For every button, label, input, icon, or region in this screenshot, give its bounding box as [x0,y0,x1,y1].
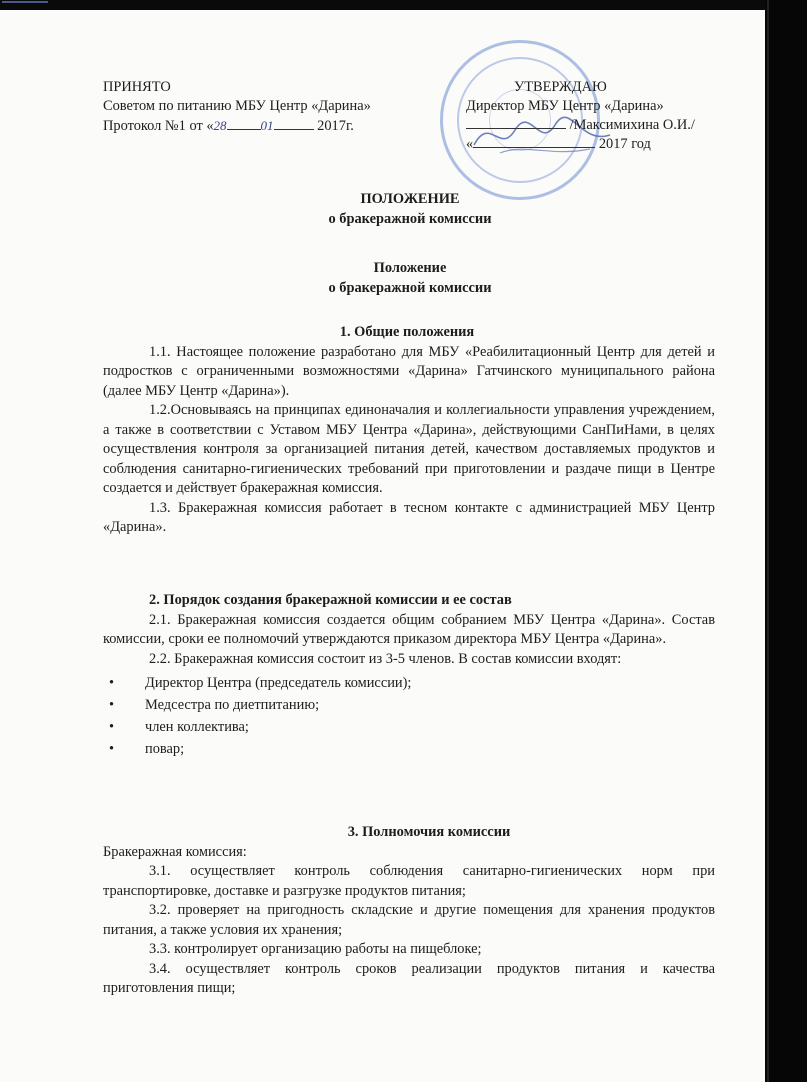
approval-block-right [466,78,695,154]
section-3-heading: 3. Полномочия комиссии [347,824,511,840]
paragraph-1-3: 1.3. Бракеражная комиссия работает в тесном контакте с администрацией МБУ Центр «Дарина». [103,499,715,535]
paragraph-3-4: 3.4. осуществляет контроль сроков реализации продуктов питания и качества приготовления пищи; [103,960,715,996]
director-title: Директор МБУ Центр «Дарина» [466,98,664,114]
approval-date-line: « 2017 год [466,136,651,152]
approve-label: УТВЕРЖДАЮ [514,79,607,95]
top-border [0,0,807,10]
protocol-day: 28 [213,118,227,133]
section-2 [103,591,715,760]
list-item: • повар; [109,741,185,757]
section-3-intro: Бракеражная комиссия: [103,843,247,860]
top-edge-mark [2,1,48,3]
paragraph-1-1: 1.1. Настоящее положение разработано для МБУ «Реабилитационный Центр для детей и подростков с ограниченными возможностями «Дарина» Гатчинского муниципального района (далее МБУ Центр «Дарина»). [103,343,715,399]
paragraph-3-1: 3.1. осуществляет контроль соблюдения санитарно-гигиенических норм при транспортировке, доставке и разгрузке продуктов питания; [103,863,715,899]
section-3 [103,823,715,999]
list-item: • Медсестра по диетпитанию; [109,697,320,713]
section-2-heading: 2. Порядок создания бракеражной комиссии и ее состав [149,592,512,608]
signature-blank-line [466,116,566,129]
document-page [0,10,765,1082]
section-1-heading: 1. Общие положения [339,324,475,340]
accepted-label: ПРИНЯТО [103,79,171,95]
paragraph-2-2: 2.2. Бракеражная комиссия состоит из 3-5 членов. В состав комиссии входят: [149,650,622,667]
protocol-month: 01 [260,118,274,133]
director-name-line: /Максимихина О.И./ [466,116,695,135]
right-dark-border [765,0,807,1082]
document-subtitle: Положение о бракеражной комиссии [328,260,492,296]
protocol-line: Протокол №1 от «28 01 2017г. [103,118,354,134]
approval-block-left [103,78,371,136]
section-1 [103,323,715,538]
day-blank-line [227,117,261,130]
list-item: • Директор Центра (председатель комиссии); [109,675,412,691]
paragraph-3-2: 3.2. проверяет на пригодность складские и другие помещения для хранения продуктов питания, а также условия их хранения; [103,902,715,938]
paragraph-2-1: 2.1. Бракеражная комиссия создается общим собранием МБУ Центра «Дарина». Состав комиссии, сроки ее полномочий утверждаются приказом директора МБУ Центра «Дарина». [103,611,715,647]
commission-members-list [103,672,715,760]
paragraph-1-2: 1.2.Основываясь на принципах единоначалия и коллегиальности управления учреждением, а также в соответствии с Уставом МБУ Центра «Дарина», действующими СанПиНами, в целях осуществления контроля за организацией питания детей, качеством доставляемых продуктов и соблюдения санитарно-гигиенических требований при приготовлении и раздаче пищи в Центре создается и действует бракеражная комиссия. [103,402,715,496]
council-line: Советом по питанию МБУ Центр «Дарина» [103,98,371,114]
list-item: • член коллектива; [109,719,249,735]
right-edge-line [767,0,769,1082]
date-blank-line [473,135,595,148]
paragraph-3-3: 3.3. контролирует организацию работы на пищеблоке; [149,941,482,957]
month-blank-line [274,117,314,130]
document-title: ПОЛОЖЕНИЕ о бракеражной комиссии [328,191,492,227]
